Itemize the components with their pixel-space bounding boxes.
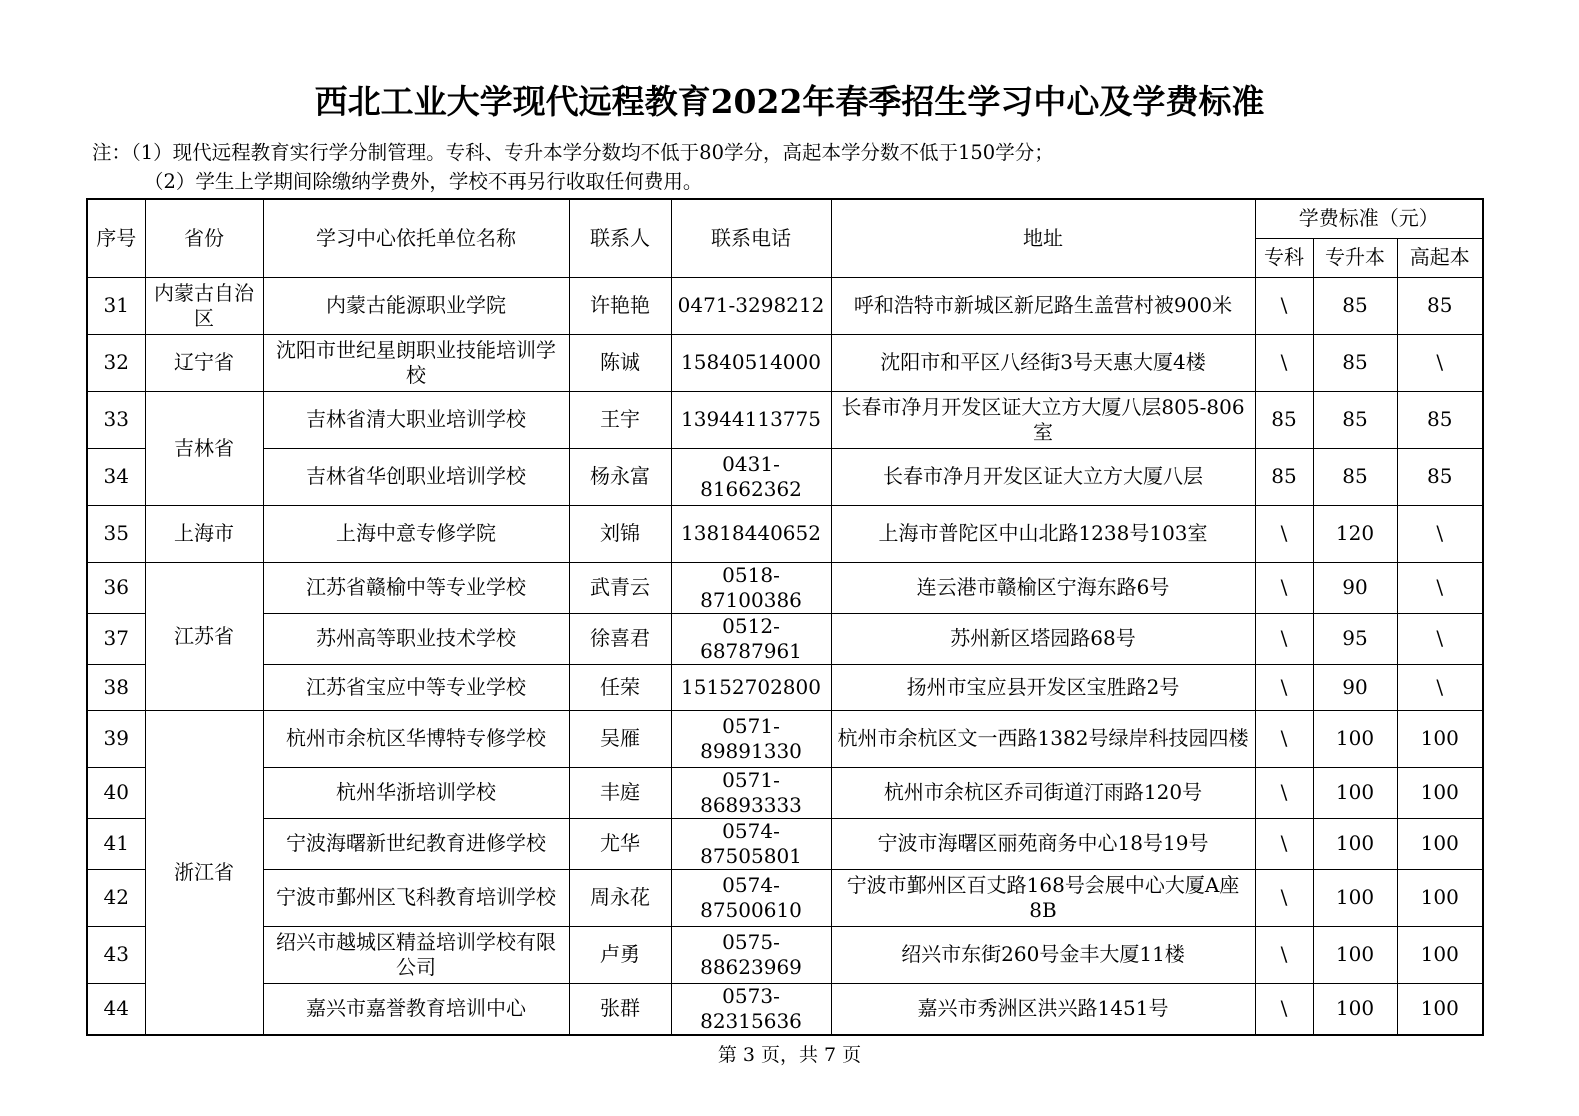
cell-fee-zk: \ bbox=[1255, 505, 1313, 562]
cell-unit: 江苏省赣榆中等专业学校 bbox=[263, 562, 569, 613]
cell-address: 杭州市余杭区文一西路1382号绿岸科技园四楼 bbox=[831, 710, 1255, 767]
cell-contact: 刘锦 bbox=[569, 505, 671, 562]
cell-fee-zsb: 100 bbox=[1313, 818, 1397, 869]
cell-contact: 丰庭 bbox=[569, 767, 671, 818]
cell-unit: 内蒙古能源职业学院 bbox=[263, 277, 569, 334]
cell-phone: 0512-68787961 bbox=[671, 613, 831, 664]
page-title: 西北工业大学现代远程教育2022年春季招生学习中心及学费标准 bbox=[314, 82, 1265, 121]
cell-seq: 35 bbox=[87, 505, 145, 562]
cell-fee-zk: \ bbox=[1255, 818, 1313, 869]
cell-contact: 徐喜君 bbox=[569, 613, 671, 664]
cell-address: 绍兴市东街260号金丰大厦11楼 bbox=[831, 926, 1255, 983]
cell-address: 宁波市鄞州区百丈路168号会展中心大厦A座8B bbox=[831, 869, 1255, 926]
cell-contact: 吴雁 bbox=[569, 710, 671, 767]
header-fee: 学费标准（元） bbox=[1255, 199, 1483, 238]
cell-fee-zsb: 85 bbox=[1313, 448, 1397, 505]
page-footer: 第 3 页，共 7 页 bbox=[717, 1044, 862, 1066]
cell-fee-zsb: 85 bbox=[1313, 334, 1397, 391]
header-address: 地址 bbox=[831, 199, 1255, 277]
header-fee-gqb: 高起本 bbox=[1397, 238, 1483, 277]
table-row bbox=[87, 818, 1483, 869]
cell-fee-zk: \ bbox=[1255, 664, 1313, 710]
cell-fee-zsb: 120 bbox=[1313, 505, 1397, 562]
cell-contact: 周永花 bbox=[569, 869, 671, 926]
cell-unit: 宁波海曙新世纪教育进修学校 bbox=[263, 818, 569, 869]
cell-province: 吉林省 bbox=[145, 391, 263, 505]
cell-unit: 吉林省清大职业培训学校 bbox=[263, 391, 569, 448]
cell-fee-zk: \ bbox=[1255, 334, 1313, 391]
cell-fee-gqb: \ bbox=[1397, 613, 1483, 664]
cell-province: 内蒙古自治区 bbox=[145, 277, 263, 334]
cell-fee-zsb: 90 bbox=[1313, 664, 1397, 710]
cell-fee-gqb: \ bbox=[1397, 562, 1483, 613]
cell-address: 宁波市海曙区丽苑商务中心18号19号 bbox=[831, 818, 1255, 869]
cell-contact: 杨永富 bbox=[569, 448, 671, 505]
note-line-2: （2）学生上学期间除缴纳学费外，学校不再另行收取任何费用。 bbox=[144, 170, 703, 193]
cell-fee-gqb: 100 bbox=[1397, 983, 1483, 1035]
cell-address: 沈阳市和平区八经街3号天惠大厦4楼 bbox=[831, 334, 1255, 391]
cell-contact: 卢勇 bbox=[569, 926, 671, 983]
cell-address: 长春市净月开发区证大立方大厦八层 bbox=[831, 448, 1255, 505]
cell-phone: 0574-87500610 bbox=[671, 869, 831, 926]
table-row bbox=[87, 277, 1483, 334]
cell-fee-zk: \ bbox=[1255, 869, 1313, 926]
cell-unit: 杭州市余杭区华博特专修学校 bbox=[263, 710, 569, 767]
cell-seq: 34 bbox=[87, 448, 145, 505]
fee-table bbox=[86, 198, 1484, 1036]
table-row bbox=[87, 869, 1483, 926]
cell-fee-zk: 85 bbox=[1255, 448, 1313, 505]
cell-unit: 上海中意专修学院 bbox=[263, 505, 569, 562]
cell-contact: 许艳艳 bbox=[569, 277, 671, 334]
cell-fee-zsb: 100 bbox=[1313, 767, 1397, 818]
cell-province: 浙江省 bbox=[145, 710, 263, 1035]
cell-seq: 37 bbox=[87, 613, 145, 664]
cell-fee-zsb: 90 bbox=[1313, 562, 1397, 613]
cell-fee-gqb: 100 bbox=[1397, 710, 1483, 767]
cell-fee-zsb: 100 bbox=[1313, 926, 1397, 983]
cell-phone: 0575-88623969 bbox=[671, 926, 831, 983]
cell-phone: 15840514000 bbox=[671, 334, 831, 391]
cell-fee-zk: \ bbox=[1255, 277, 1313, 334]
cell-address: 呼和浩特市新城区新尼路生盖营村被900米 bbox=[831, 277, 1255, 334]
cell-phone: 0471-3298212 bbox=[671, 277, 831, 334]
header-phone: 联系电话 bbox=[671, 199, 831, 277]
cell-phone: 0573-82315636 bbox=[671, 983, 831, 1035]
cell-seq: 33 bbox=[87, 391, 145, 448]
cell-unit: 苏州高等职业技术学校 bbox=[263, 613, 569, 664]
cell-fee-zk: \ bbox=[1255, 767, 1313, 818]
cell-contact: 任荣 bbox=[569, 664, 671, 710]
cell-address: 嘉兴市秀洲区洪兴路1451号 bbox=[831, 983, 1255, 1035]
cell-unit: 宁波市鄞州区飞科教育培训学校 bbox=[263, 869, 569, 926]
header-fee-zsb: 专升本 bbox=[1313, 238, 1397, 277]
table-row bbox=[87, 334, 1483, 391]
cell-unit: 沈阳市世纪星朗职业技能培训学校 bbox=[263, 334, 569, 391]
cell-seq: 32 bbox=[87, 334, 145, 391]
cell-seq: 41 bbox=[87, 818, 145, 869]
cell-fee-zsb: 95 bbox=[1313, 613, 1397, 664]
cell-contact: 陈诚 bbox=[569, 334, 671, 391]
cell-phone: 13818440652 bbox=[671, 505, 831, 562]
table-row bbox=[87, 562, 1483, 613]
table-row bbox=[87, 664, 1483, 710]
cell-fee-zsb: 100 bbox=[1313, 983, 1397, 1035]
cell-contact: 武青云 bbox=[569, 562, 671, 613]
cell-fee-gqb: \ bbox=[1397, 505, 1483, 562]
cell-contact: 王宇 bbox=[569, 391, 671, 448]
cell-fee-zk: \ bbox=[1255, 926, 1313, 983]
cell-seq: 39 bbox=[87, 710, 145, 767]
cell-contact: 尤华 bbox=[569, 818, 671, 869]
header-province: 省份 bbox=[145, 199, 263, 277]
cell-fee-zsb: 85 bbox=[1313, 391, 1397, 448]
cell-address: 连云港市赣榆区宁海东路6号 bbox=[831, 562, 1255, 613]
cell-seq: 31 bbox=[87, 277, 145, 334]
cell-phone: 13944113775 bbox=[671, 391, 831, 448]
cell-fee-gqb: \ bbox=[1397, 334, 1483, 391]
cell-address: 杭州市余杭区乔司街道汀雨路120号 bbox=[831, 767, 1255, 818]
cell-phone: 0431-81662362 bbox=[671, 448, 831, 505]
cell-seq: 43 bbox=[87, 926, 145, 983]
cell-phone: 0571-89891330 bbox=[671, 710, 831, 767]
cell-fee-zsb: 100 bbox=[1313, 869, 1397, 926]
cell-fee-gqb: 100 bbox=[1397, 818, 1483, 869]
cell-fee-gqb: 85 bbox=[1397, 391, 1483, 448]
cell-unit: 嘉兴市嘉誉教育培训中心 bbox=[263, 983, 569, 1035]
cell-seq: 36 bbox=[87, 562, 145, 613]
header-seq: 序号 bbox=[87, 199, 145, 277]
cell-fee-gqb: 100 bbox=[1397, 767, 1483, 818]
cell-phone: 0518-87100386 bbox=[671, 562, 831, 613]
table-row bbox=[87, 983, 1483, 1035]
cell-seq: 44 bbox=[87, 983, 145, 1035]
cell-fee-gqb: 100 bbox=[1397, 926, 1483, 983]
table-row bbox=[87, 613, 1483, 664]
cell-fee-zk: \ bbox=[1255, 562, 1313, 613]
cell-address: 上海市普陀区中山北路1238号103室 bbox=[831, 505, 1255, 562]
cell-unit: 杭州华浙培训学校 bbox=[263, 767, 569, 818]
cell-fee-zk: \ bbox=[1255, 710, 1313, 767]
cell-address: 扬州市宝应县开发区宝胜路2号 bbox=[831, 664, 1255, 710]
header-fee-zk: 专科 bbox=[1255, 238, 1313, 277]
cell-fee-zsb: 85 bbox=[1313, 277, 1397, 334]
cell-fee-gqb: 85 bbox=[1397, 277, 1483, 334]
cell-unit: 江苏省宝应中等专业学校 bbox=[263, 664, 569, 710]
table-row bbox=[87, 767, 1483, 818]
table-row bbox=[87, 448, 1483, 505]
cell-address: 长春市净月开发区证大立方大厦八层805-806室 bbox=[831, 391, 1255, 448]
cell-province: 江苏省 bbox=[145, 562, 263, 710]
table-row bbox=[87, 926, 1483, 983]
cell-fee-gqb: \ bbox=[1397, 664, 1483, 710]
cell-fee-zk: \ bbox=[1255, 983, 1313, 1035]
header-contact: 联系人 bbox=[569, 199, 671, 277]
table-row bbox=[87, 710, 1483, 767]
cell-fee-zk: 85 bbox=[1255, 391, 1313, 448]
cell-address: 苏州新区塔园路68号 bbox=[831, 613, 1255, 664]
cell-fee-gqb: 100 bbox=[1397, 869, 1483, 926]
cell-seq: 42 bbox=[87, 869, 145, 926]
cell-phone: 15152702800 bbox=[671, 664, 831, 710]
cell-seq: 40 bbox=[87, 767, 145, 818]
cell-seq: 38 bbox=[87, 664, 145, 710]
cell-fee-zsb: 100 bbox=[1313, 710, 1397, 767]
cell-phone: 0571-86893333 bbox=[671, 767, 831, 818]
cell-unit: 吉林省华创职业培训学校 bbox=[263, 448, 569, 505]
table-row bbox=[87, 505, 1483, 562]
cell-fee-zk: \ bbox=[1255, 613, 1313, 664]
notes bbox=[92, 138, 1054, 196]
table-row bbox=[87, 391, 1483, 448]
cell-contact: 张群 bbox=[569, 983, 671, 1035]
cell-province: 辽宁省 bbox=[145, 334, 263, 391]
cell-fee-gqb: 85 bbox=[1397, 448, 1483, 505]
header-unit: 学习中心依托单位名称 bbox=[263, 199, 569, 277]
cell-phone: 0574-87505801 bbox=[671, 818, 831, 869]
cell-province: 上海市 bbox=[145, 505, 263, 562]
cell-unit: 绍兴市越城区精益培训学校有限公司 bbox=[263, 926, 569, 983]
note-line-1: 注：（1）现代远程教育实行学分制管理。专科、专升本学分数均不低于80学分，高起本学分数不低于150学分； bbox=[92, 141, 1054, 164]
